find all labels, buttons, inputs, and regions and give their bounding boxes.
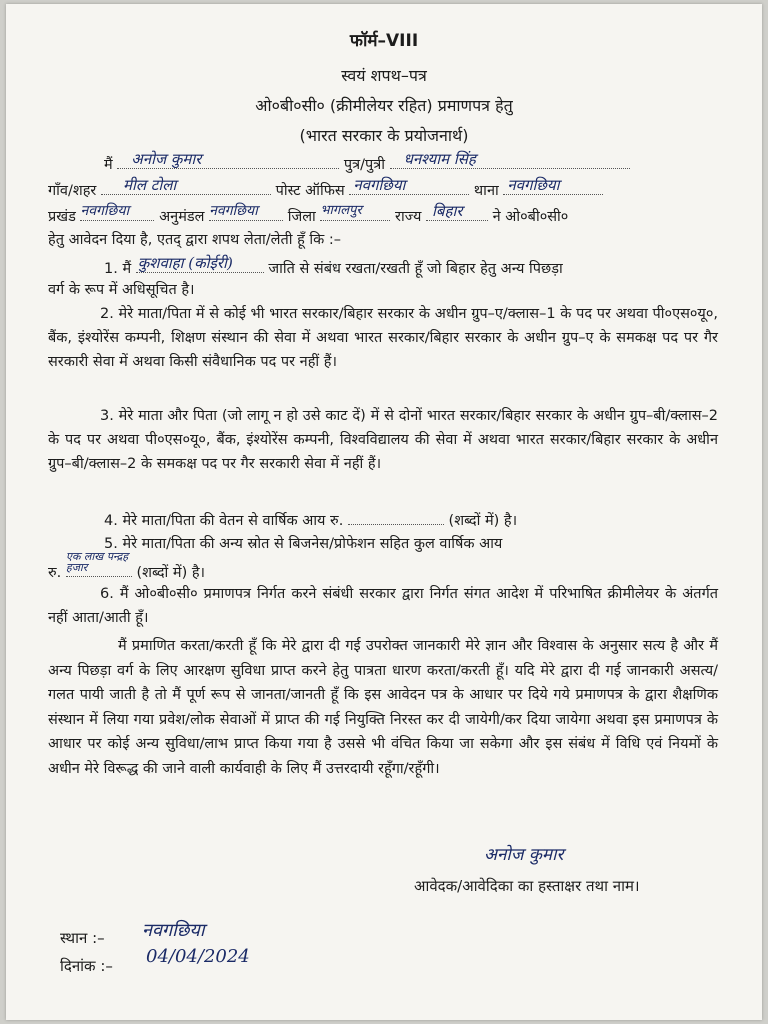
district-label: जिला [287, 209, 316, 225]
name-value: अनोज कुमार [131, 150, 202, 168]
document-title: स्वयं शपथ–पत्र [341, 66, 427, 85]
para-3 [48, 404, 718, 476]
village-field [101, 178, 271, 195]
para-3-text: 3. मेरे माता और पिता (जो लागू न हो उसे काट दें) में से दोनों भारत सरकार/बिहार सरकार के अधीन ग्रुप–बी/क्लास–2 के पद पर अथवा पी०एस०यू०, बैंक, इंश्योरेंस कम्पनी, विश्वविद्यालय की सेवा में अथवा भारत सरकार/बिहार सरकार के अधीन ग्रुप–बी/क्लास–2 के समकक्ष पद पर गैर सरकारी सेवा में नहीं हैं। [48, 408, 718, 472]
para-2-text: 2. मेरे माता/पिता में से कोई भी भारत सरकार/बिहार सरकार के अधीन ग्रुप–ए/क्लास–1 के पद पर अथवा पी०एस०यू०, बैंक, इंश्योरेंस कम्पनी, शिक्षण संस्थान की सेवा में अथवा भारत सरकार/बिहार सरकार के अधीन ग्रुप–ए के समकक्ष पद पर गैर सरकारी सेवा में अथवा किसी संवैधानिक पद पर नहीं हैं। [48, 306, 718, 370]
district-field [320, 204, 390, 221]
caste-field [136, 256, 264, 273]
po-field [349, 178, 469, 195]
declaration [48, 634, 718, 781]
caste-value: कुशवाहा (कोईरी) [137, 254, 233, 272]
para-1-line-2: वर्ग के रूप में अधिसूचित है। [48, 282, 195, 298]
place-value: नवगछिया [142, 920, 205, 941]
para-4 [104, 508, 768, 531]
signature-caption: आवेदक/आवेदिका का हस्ताक्षर तथा नाम। [414, 877, 640, 895]
total-income-field [65, 550, 132, 577]
main-label: मैं [104, 157, 113, 173]
para-4-end: (शब्दों में) है। [448, 513, 518, 529]
para-4-start: 4. मेरे माता/पिता की वेतन से वार्षिक आय रु. [104, 513, 344, 529]
subdivision-field [209, 204, 283, 221]
village-value: मील टोला [122, 176, 177, 194]
para-2 [48, 302, 718, 374]
document-purpose: (भारत सरकार के प्रयोजनार्थ) [299, 126, 469, 145]
father-value: धनश्याम सिंह [403, 150, 476, 168]
ps-value: नवगछिया [507, 176, 560, 194]
total-income-value: एक लाख पन्द्रह हजार [65, 550, 129, 574]
document-subtitle: ओ०बी०सी० (क्रीमीलेयर रहित) प्रमाणपत्र हेतु [255, 96, 513, 115]
declaration-text: मैं प्रमाणित करता/करती हूँ कि मेरे द्वारा दी गई उपरोक्त जानकारी मेरे ज्ञान और विश्वास के अनुसार सत्य है और मैं अन्य पिछड़ा वर्ग के लिए आरक्षण सुविधा प्राप्त करने हेतु पात्रता धारण करता/करती हूँ। यदि मेरे द्वारा दी गई जानकारी असत्य/गलत पायी जाती है तो मैं पूर्ण रूप से जानता/जानती हूँ कि इस आवेदन पत्र के आधार पर दिये गये प्रमाणपत्र के द्वारा शैक्षणिक संस्थान में लिया गया प्रवेश/लोक सेवाओं में प्राप्त की गई नियुक्ति निरस्त कर दी जायेगी/कर दिया जायेगा अथवा इस प्रमाणपत्र के आधार पर कोई अन्य सुविधा/लाभ प्राप्त किया गया है उससे भी वंचित किया जा सकेगा और इस संबंध में विधि एवं नियमों के अधीन मेरे विरूद्ध की जाने वाली कार्यवाही के लिए मैं उत्तरदायी रहूँगा/रहूँगी। [48, 638, 718, 777]
date-value: 04/04/2024 [146, 946, 250, 967]
state-label: राज्य [395, 209, 422, 225]
para-5-rs: रु. [48, 565, 62, 581]
address-line [48, 178, 728, 201]
para-6-text: 6. मैं ओ०बी०सी० प्रमाणपत्र निर्गत करने संबंधी सरकार द्वारा निर्गत संगत आदेश में परिभाषित क्रीमीलेयर के अंतर्गत नहीं आता/आती हूँ। [48, 586, 718, 626]
name-line [104, 152, 768, 175]
affidavit-sheet [6, 4, 762, 1020]
subdivision-value: नवगछिया [209, 203, 258, 219]
form-number: फॉर्म–VIII [349, 31, 419, 51]
para-5-line-2 [48, 550, 728, 583]
district-value: भागलपुर [320, 203, 362, 218]
parent-label: पुत्र/पुत्री [343, 157, 386, 173]
para-1-start: 1. मैं [104, 261, 132, 277]
para-1-rest: जाति से संबंध रखता/रखती हूँ जो बिहार हेतु अन्य पिछड़ा [268, 261, 563, 277]
father-field [390, 152, 630, 169]
date-label: दिनांक :– [60, 957, 113, 975]
village-label: गाँव/शहर [48, 183, 97, 199]
salary-income-field [348, 508, 444, 525]
state-field [426, 204, 488, 221]
ps-field [503, 178, 603, 195]
region-line [48, 204, 728, 227]
name-field [117, 152, 339, 169]
oath-intro: हेतु आवेदन दिया है, एतद् द्वारा शपथ लेता/लेती हूँ कि :– [48, 232, 342, 248]
para-6 [48, 582, 718, 630]
para-1-line-1 [104, 256, 768, 279]
place-label: स्थान :– [60, 929, 105, 947]
obc-tail: ने ओ०बी०सी० [492, 209, 569, 225]
po-value: नवगछिया [353, 176, 406, 194]
para-5-line-1: 5. मेरे माता/पिता की अन्य स्रोत से बिजनेस/प्रोफेशन सहित कुल वार्षिक आय [104, 536, 503, 552]
state-value: बिहार [432, 202, 463, 220]
block-value: नवगछिया [80, 203, 130, 219]
applicant-signature: अनोज कुमार [484, 845, 564, 865]
subdivision-label: अनुमंडल [159, 209, 205, 225]
po-label: पोस्ट ऑफिस [275, 183, 345, 199]
block-field [80, 204, 154, 221]
ps-label: थाना [473, 183, 499, 199]
block-label: प्रखंड [48, 209, 76, 225]
para-5-end: (शब्दों में) है। [136, 565, 206, 581]
